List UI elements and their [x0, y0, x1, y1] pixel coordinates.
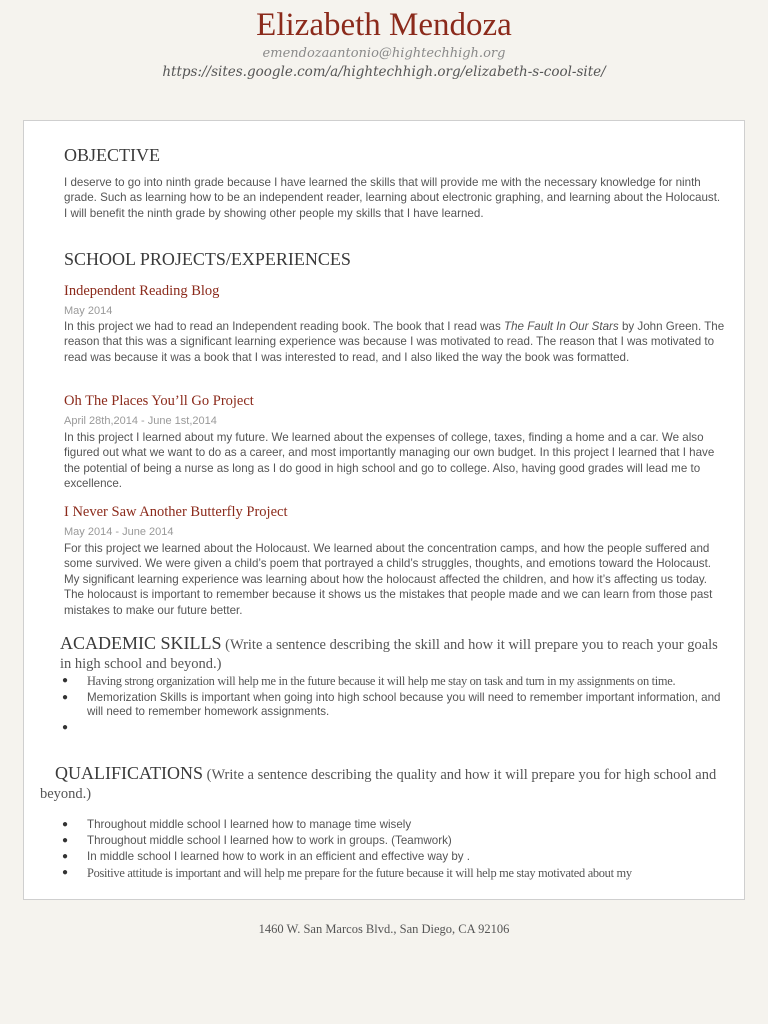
- list-item-text: Throughout middle school I learned how to manage time wisely: [87, 818, 412, 831]
- list-item-text: Memorization Skills is important when going into high school because you will need to remember important information, and will need to remember homework assignments.: [87, 691, 721, 718]
- academic-skills-heading: [60, 634, 730, 674]
- academic-title: ACADEMIC SKILLS: [60, 633, 222, 653]
- qualifications-list: [62, 818, 732, 883]
- objective-heading: OBJECTIVE: [64, 145, 160, 165]
- list-item: [62, 818, 732, 832]
- bullet-icon: ●: [62, 819, 69, 830]
- project-description: [64, 319, 728, 365]
- bullet-icon: ●: [62, 692, 69, 703]
- footer-address: 1460 W. San Marcos Blvd., San Diego, CA 92106: [258, 922, 510, 936]
- bullet-icon: ●: [62, 675, 69, 686]
- book-title: The Fault In Our Stars: [504, 320, 619, 333]
- resume-header: [0, 6, 768, 82]
- project-description: In this project I learned about my future. We learned about the expenses of college, taxes, finding a home and a car. We also figured out what we want to do as a career, and most importantly managing our own budget. In this project I learned that I have the potential of being a nurse as long as I do good in high school and go to college. Also, having good grades will lead me to excellence.: [64, 431, 715, 491]
- project-date: May 2014 - June 2014: [64, 526, 174, 538]
- list-item: [62, 850, 732, 864]
- list-item-text: In middle school I learned how to work in an efficient and effective way by .: [87, 850, 471, 863]
- bullet-icon: ●: [62, 835, 69, 846]
- qualifications-title: QUALIFICATIONS: [55, 763, 203, 783]
- email-address[interactable]: emendozaantonio@hightechhigh.org: [262, 46, 506, 61]
- project-title: Independent Reading Blog: [64, 283, 220, 299]
- objective-text: I deserve to go into ninth grade because I have learned the skills that will provide me with the necessary knowledge for ninth grade. Such as learning how to be an independent reader, learning about electronic graphing, and learning about the Holocaust. I will benefit the ninth grade by showing other people my skills that I have learned.: [64, 176, 721, 220]
- project-text-part: by John Green. The reason that this was a significant learning experience was because I was motivated to read. The reason that I was motivated to read was because it was a book that I was interested to read, and I also liked the way the book was formatted.: [64, 320, 725, 364]
- project-date: May 2014: [64, 305, 113, 317]
- academic-prompt: (Write a sentence describing the skill and how it will prepare you to reach your goals in high school and beyond.): [60, 637, 718, 672]
- resume-card: [23, 120, 745, 900]
- bullet-icon: ●: [62, 722, 69, 733]
- project-title: I Never Saw Another Butterfly Project: [64, 504, 288, 520]
- project-title: Oh The Places You’ll Go Project: [64, 393, 254, 409]
- list-item-text: Positive attitude is important and will help me prepare for the future because it will help me stay motivated about my: [87, 866, 632, 880]
- project-description: For this project we learned about the Holocaust. We learned about the concentration camps, and how the people suffered and some survived. We were given a child’s poem that portrayed a child’s struggles, thoughts, and emotions toward the Holocaust. My significant learning experience was learning about how the holocaust affected the children, and how it’s affecting us today. The holocaust is important to remember because it shows us the mistakes that people made and we can learn from those past mistakes to make our future better.: [64, 542, 713, 617]
- projects-heading: SCHOOL PROJECTS/EXPERIENCES: [64, 249, 351, 269]
- bullet-icon: ●: [62, 851, 69, 862]
- list-item-text: Having strong organization will help me in the future because it will help me stay on task and turn in my assignments on time.: [87, 674, 676, 688]
- list-item: [62, 834, 732, 848]
- qualifications-heading: [40, 764, 730, 804]
- list-item: [62, 866, 732, 881]
- list-item: [62, 674, 722, 689]
- qualifications-prompt: (Write a sentence describing the quality and how it will prepare you for high school and beyond.): [40, 767, 717, 802]
- website-link[interactable]: https://sites.google.com/a/hightechhigh.org/elizabeth-s-cool-site/: [162, 64, 606, 80]
- project-text-part: In this project we had to read an Independent reading book. The book that I read was: [64, 320, 505, 333]
- list-item-text: Throughout middle school I learned how to work in groups. (Teamwork): [87, 834, 452, 847]
- resume-name: Elizabeth Mendoza: [256, 7, 512, 43]
- bullet-icon: ●: [62, 867, 69, 878]
- project-date: April 28th,2014 - June 1st,2014: [64, 415, 217, 427]
- list-item: [62, 691, 722, 719]
- academic-skills-list: [62, 674, 722, 733]
